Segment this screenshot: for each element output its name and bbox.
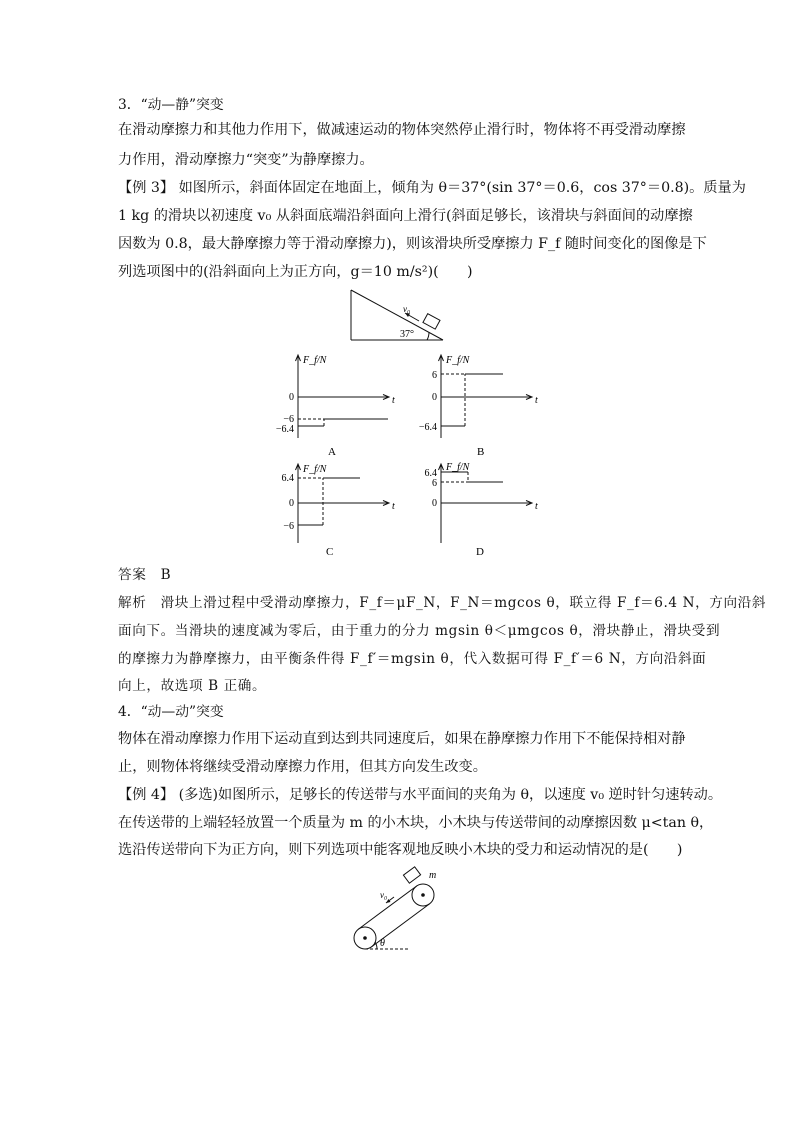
x-axis-label: t	[392, 395, 395, 406]
tick-label: 0	[432, 392, 437, 403]
example4-line: 选沿传送带向下为正方向，则下列选项中能客观地反映小木块的受力和运动情况的是( )	[118, 842, 683, 858]
graph-option-c	[270, 459, 410, 569]
tick-label: −6.4	[275, 424, 294, 435]
angle-label: θ	[380, 938, 385, 949]
slider-block	[423, 314, 440, 329]
y-axis-label: F_f/N	[303, 464, 327, 475]
option-label: D	[476, 546, 484, 558]
example3-line: 因数为 0.8，最大静摩擦力等于滑动摩擦力)，则该滑块所受摩擦力 F_f 随时间变化的图像是下	[118, 236, 707, 252]
option-label: B	[477, 446, 485, 458]
example3-line: 1 kg 的滑块以初速度 v₀ 从斜面底端沿斜面向上滑行(斜面足够长，该滑块与斜面间的动摩擦	[118, 208, 693, 224]
belt-upper-edge	[359, 886, 417, 929]
graph-option-a	[270, 350, 410, 460]
section3-body-line: 在滑动摩擦力和其他力作用下，做减速运动的物体突然停止滑行时，物体将不再受滑动摩擦	[118, 122, 686, 138]
small-block	[403, 867, 420, 883]
x-axis-label: t	[392, 501, 395, 512]
y-axis-label: F_f/N	[446, 355, 470, 366]
section4-heading: 4．“动—动”突变	[118, 704, 224, 720]
velocity-label: v₀	[403, 304, 411, 314]
tick-label: 0	[432, 498, 437, 509]
example3-line: 列选项图中的(沿斜面向上为正方向，g＝10 m/s²)( )	[118, 264, 473, 280]
example4-line: 【例 4】 (多选)如图所示，足够长的传送带与水平面间的夹角为 θ，以速度 v₀ 逆时针匀速转动。	[118, 787, 723, 803]
section4-body-line: 物体在滑动摩擦力作用下运动直到达到共同速度后，如果在静摩擦力作用下不能保持相对静	[118, 731, 686, 747]
velocity-label: v₀	[380, 890, 388, 900]
analysis-line: 解析 滑块上滑过程中受滑动摩擦力，F_f＝μF_N，F_N＝mgcos θ，联立得 F_f＝6.4 N，方向沿斜	[118, 595, 767, 611]
x-axis-label: t	[535, 501, 538, 512]
angle-arc	[427, 332, 429, 340]
tick-label: 0	[289, 392, 294, 403]
conveyor-belt-figure	[345, 864, 457, 956]
analysis-line: 面向下。当滑块的速度减为零后，由于重力的分力 mgsin θ＜μmgcos θ，滑块静止，滑块受到	[118, 623, 721, 639]
y-axis-label: F_f/N	[303, 355, 327, 366]
option-label: A	[328, 446, 336, 458]
section3-heading: 3．“动—静”突变	[118, 97, 224, 113]
tick-label: 6	[432, 478, 437, 489]
analysis-line: 的摩擦力为静摩擦力，由平衡条件得 F_f′＝mgsin θ，代入数据可得 F_f′＝6 N，方向沿斜面	[118, 651, 707, 667]
incline-figure	[345, 286, 450, 346]
y-axis-label: F_f/N	[446, 462, 470, 473]
graph-option-b	[413, 350, 553, 460]
tick-label: 6	[432, 370, 437, 381]
x-axis-label: t	[535, 395, 538, 406]
mass-label: m	[429, 870, 437, 881]
option-label: C	[326, 546, 334, 558]
tick-label: −6	[283, 414, 294, 425]
example4-line: 在传送带的上端轻轻放置一个质量为 m 的小木块，小木块与传送带间的动摩擦因数 μ<tan θ，	[118, 815, 714, 831]
tick-label: 6.4	[424, 468, 437, 479]
example3-line: 【例 3】 如图所示，斜面体固定在地面上，倾角为 θ＝37°(sin 37°＝0.6，cos 37°＝0.8)。质量为	[118, 180, 746, 196]
section3-body-line: 力作用，滑动摩擦力“突变”为静摩擦力。	[118, 152, 374, 168]
section4-body-line: 止，则物体将继续受滑动摩擦力作用，但其方向发生改变。	[118, 759, 487, 775]
tick-label: 0	[289, 498, 294, 509]
answer-line: 答案 B	[118, 567, 172, 583]
tick-label: −6	[283, 521, 294, 532]
tick-label: 6.4	[281, 473, 294, 484]
graph-option-d	[413, 459, 553, 569]
analysis-line: 向上，故选项 B 正确。	[118, 678, 267, 694]
tick-label: −6.4	[418, 422, 437, 433]
angle-label: 37°	[400, 329, 414, 340]
